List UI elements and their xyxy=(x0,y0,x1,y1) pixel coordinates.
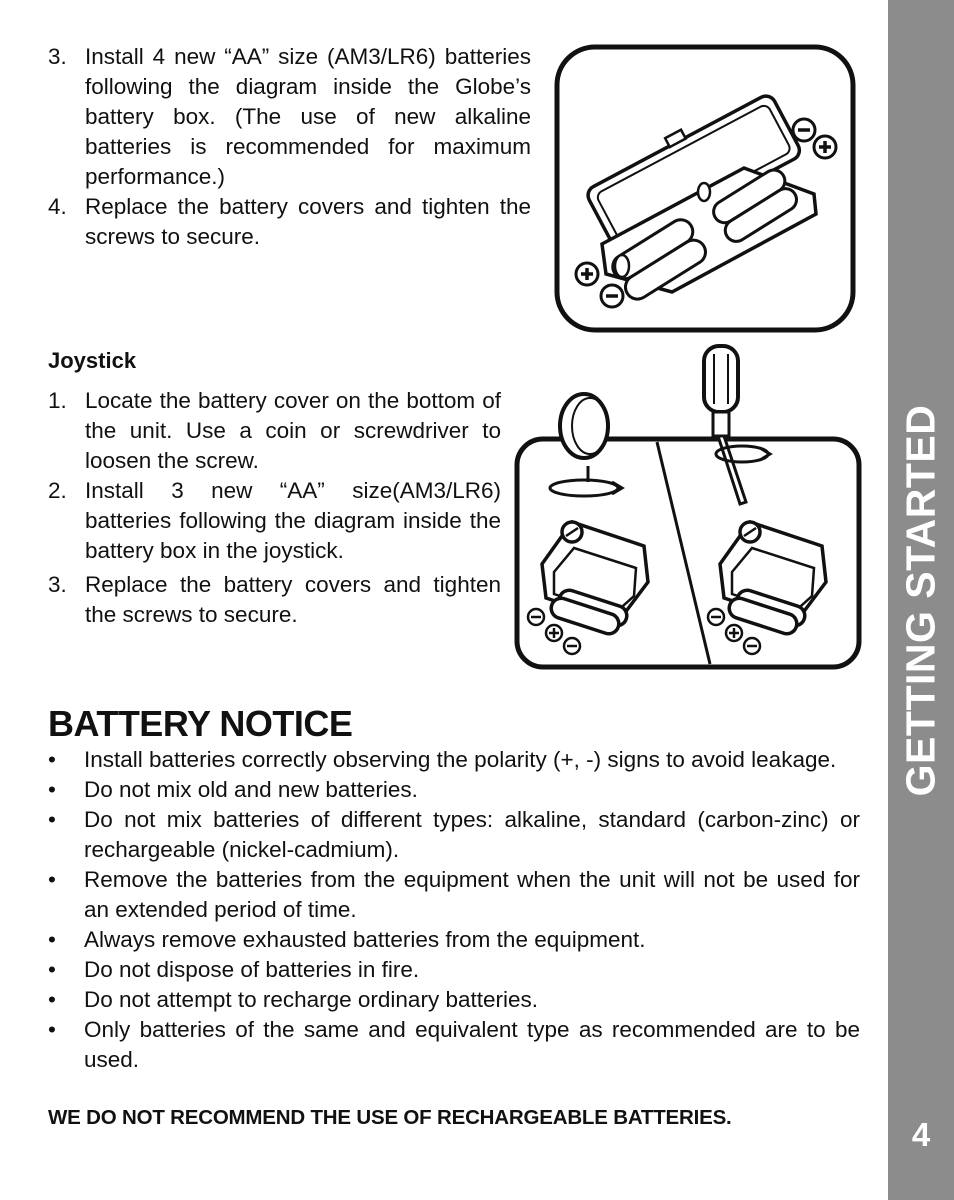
step-number: 3. xyxy=(48,44,67,69)
list-item: • Install batteries correctly observing the polarity (+, -) signs to avoid leakage. xyxy=(48,745,860,775)
bullet-icon: • xyxy=(48,927,56,952)
step-number: 1. xyxy=(48,388,67,413)
list-item: • Do not dispose of batteries in fire. xyxy=(48,955,860,985)
rechargeable-warning: WE DO NOT RECOMMEND THE USE OF RECHARGEABLE BATTERIES. xyxy=(48,1106,732,1129)
globe-battery-box-illustration xyxy=(554,44,858,334)
step-text: Install 4 new “AA” size (AM3/LR6) batteries following the diagram inside the Globe’s battery box. (The use of new alkaline batteries is recommended for maximum performance.) xyxy=(85,44,531,189)
list-item: • Only batteries of the same and equivalent type as recommended are to be used. xyxy=(48,1017,860,1072)
bullet-icon: • xyxy=(48,867,56,892)
battery-notice-list xyxy=(48,745,860,1075)
step-number: 4. xyxy=(48,194,67,219)
bullet-icon: • xyxy=(48,987,56,1012)
list-item: • Remove the batteries from the equipment when the unit will not be used for an extended period of time. xyxy=(48,867,860,922)
page-number: 4 xyxy=(911,1116,931,1153)
bullet-icon: • xyxy=(48,747,56,772)
step-text: Replace the battery covers and tighten the screws to secure. xyxy=(85,194,531,249)
step-text: Replace the battery covers and tighten the screws to secure. xyxy=(85,572,501,627)
step-text: Locate the battery cover on the bottom of the unit. Use a coin or screwdriver to loosen the screw. xyxy=(85,388,501,473)
list-item: • Always remove exhausted batteries from the equipment. xyxy=(48,925,860,955)
joystick-heading: Joystick xyxy=(48,348,137,373)
bullet-icon: • xyxy=(48,777,56,802)
coin-icon xyxy=(560,394,608,458)
list-item: • Do not mix batteries of different types: alkaline, standard (carbon-zinc) or rechargeable (nickel-cadmium). xyxy=(48,807,860,862)
list-item: • Do not mix old and new batteries. xyxy=(48,775,860,805)
step-number: 2. xyxy=(48,478,67,503)
step-number: 3. xyxy=(48,572,67,597)
joystick-battery-cover-illustration xyxy=(514,342,862,670)
section-title-text: GETTING STARTED xyxy=(897,404,944,796)
battery-notice-heading: BATTERY NOTICE xyxy=(48,703,353,744)
bullet-icon: • xyxy=(48,807,56,832)
list-item: • Do not attempt to recharge ordinary batteries. xyxy=(48,985,860,1015)
bullet-icon: • xyxy=(48,957,56,982)
step-text: Install 3 new “AA” size(AM3/LR6) batteries following the diagram inside the battery box in the joystick. xyxy=(85,478,501,563)
bullet-icon: • xyxy=(48,1017,56,1042)
section-title xyxy=(888,404,954,796)
